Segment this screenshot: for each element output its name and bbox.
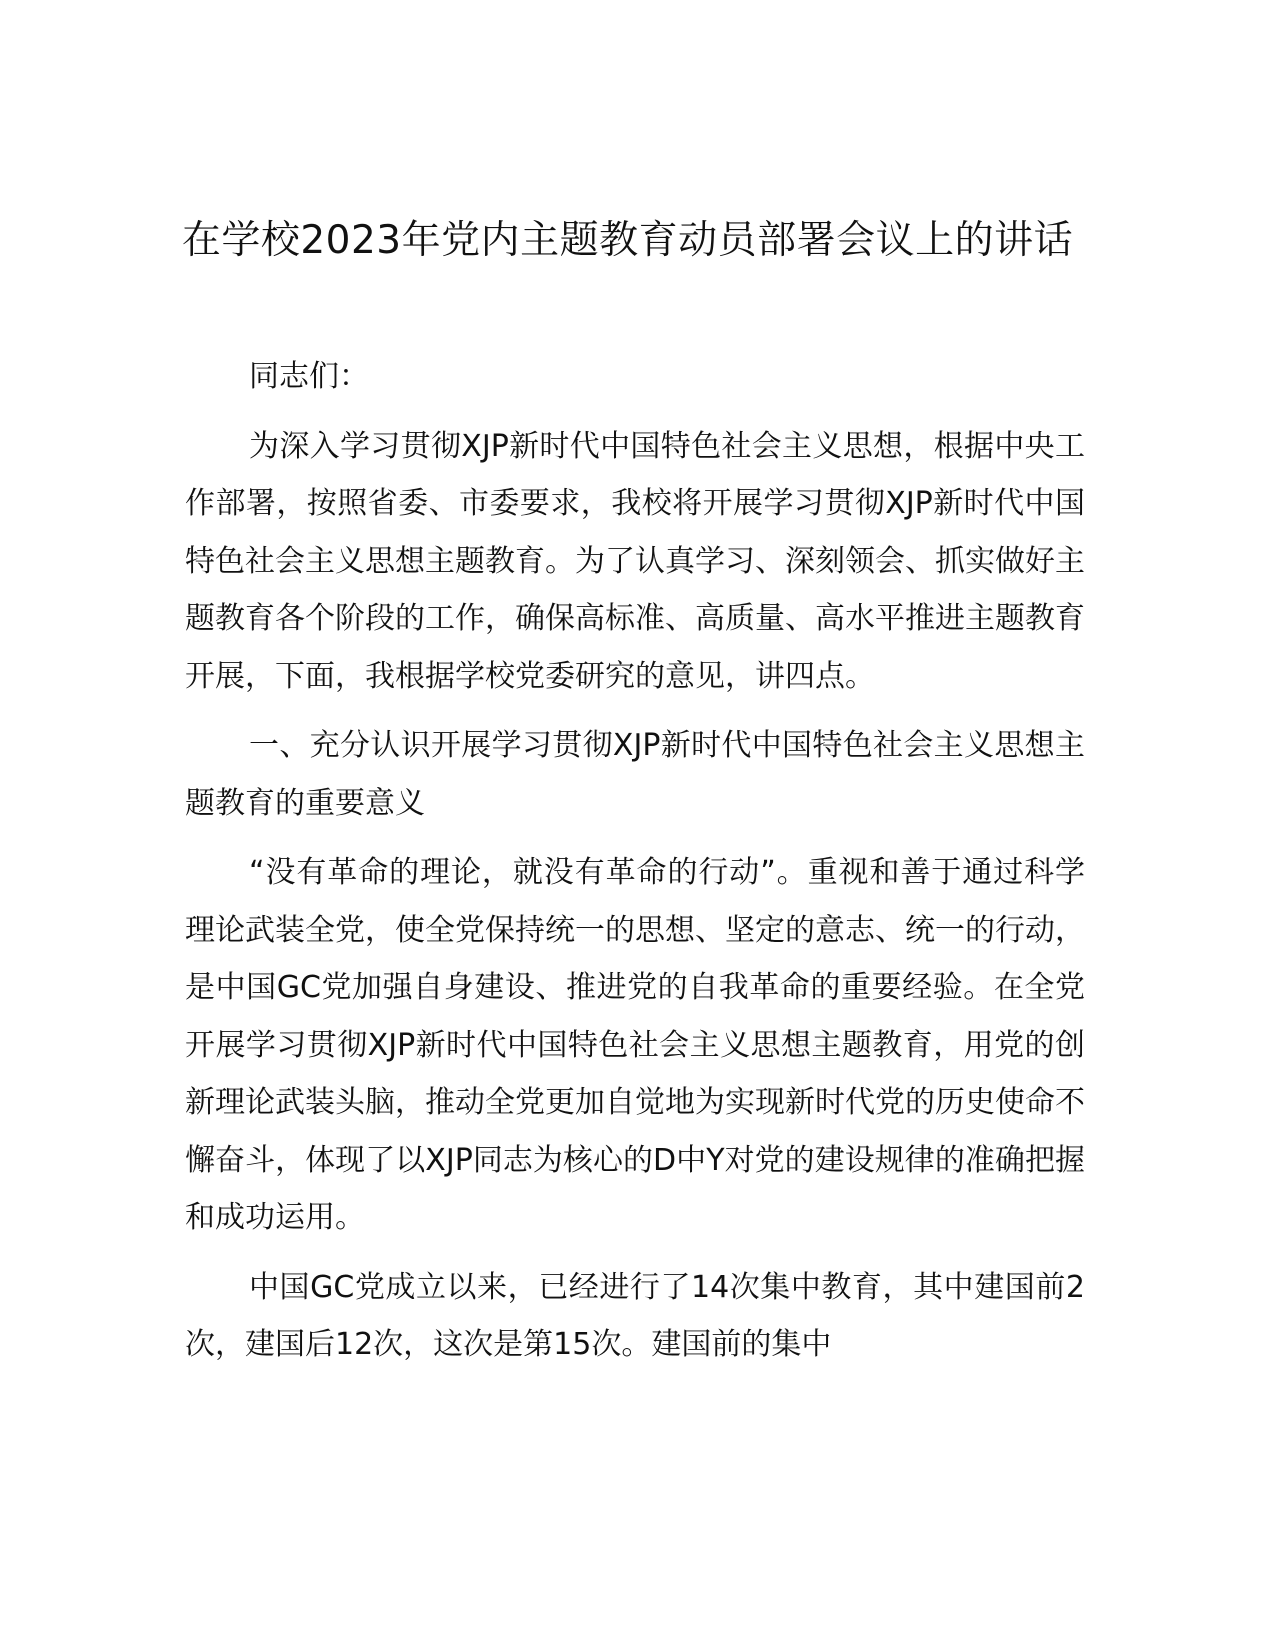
intro-paragraph: 为深入学习贯彻XJP新时代中国特色社会主义思想，根据中央工作部署，按照省委、市委要求，我校将开展学习贯彻XJP新时代中国特色社会主义思想主题教育。为了认真学习、深刻领会、抓实做好主题教育各个阶段的工作，确保高标准、高质量、高水平推进主题教育开展，下面，我根据学校党委研究的意见，讲四点。 (185, 428, 1085, 694)
body-paragraph: 中国GC党成立以来，已经进行了14次集中教育，其中建国前2次，建国后12次，这次是第15次。建国前的集中 (185, 1269, 1085, 1362)
document-body (185, 348, 1085, 1386)
salutation-paragraph: 同志们： (249, 359, 369, 394)
document-title: 在学校2023年党内主题教育动员部署会议上的讲话 (181, 218, 1074, 263)
body-paragraph: “没有革命的理论，就没有革命的行动”。重视和善于通过科学理论武装全党，使全党保持统一的思想、坚定的意志、统一的行动，是中国GC党加强自身建设、推进党的自我革命的重要经验。在全党开展学习贯彻XJP新时代中国特色社会主义思想主题教育，用党的创新理论武装头脑，推动全党更加自觉地为实现新时代党的历史使命不懈奋斗，体现了以XJP同志为核心的D中Y对党的建设规律的准确把握和成功运用。 (185, 855, 1085, 1235)
section-heading-1: 一、充分认识开展学习贯彻XJP新时代中国特色社会主义思想主题教育的重要意义 (185, 728, 1085, 821)
